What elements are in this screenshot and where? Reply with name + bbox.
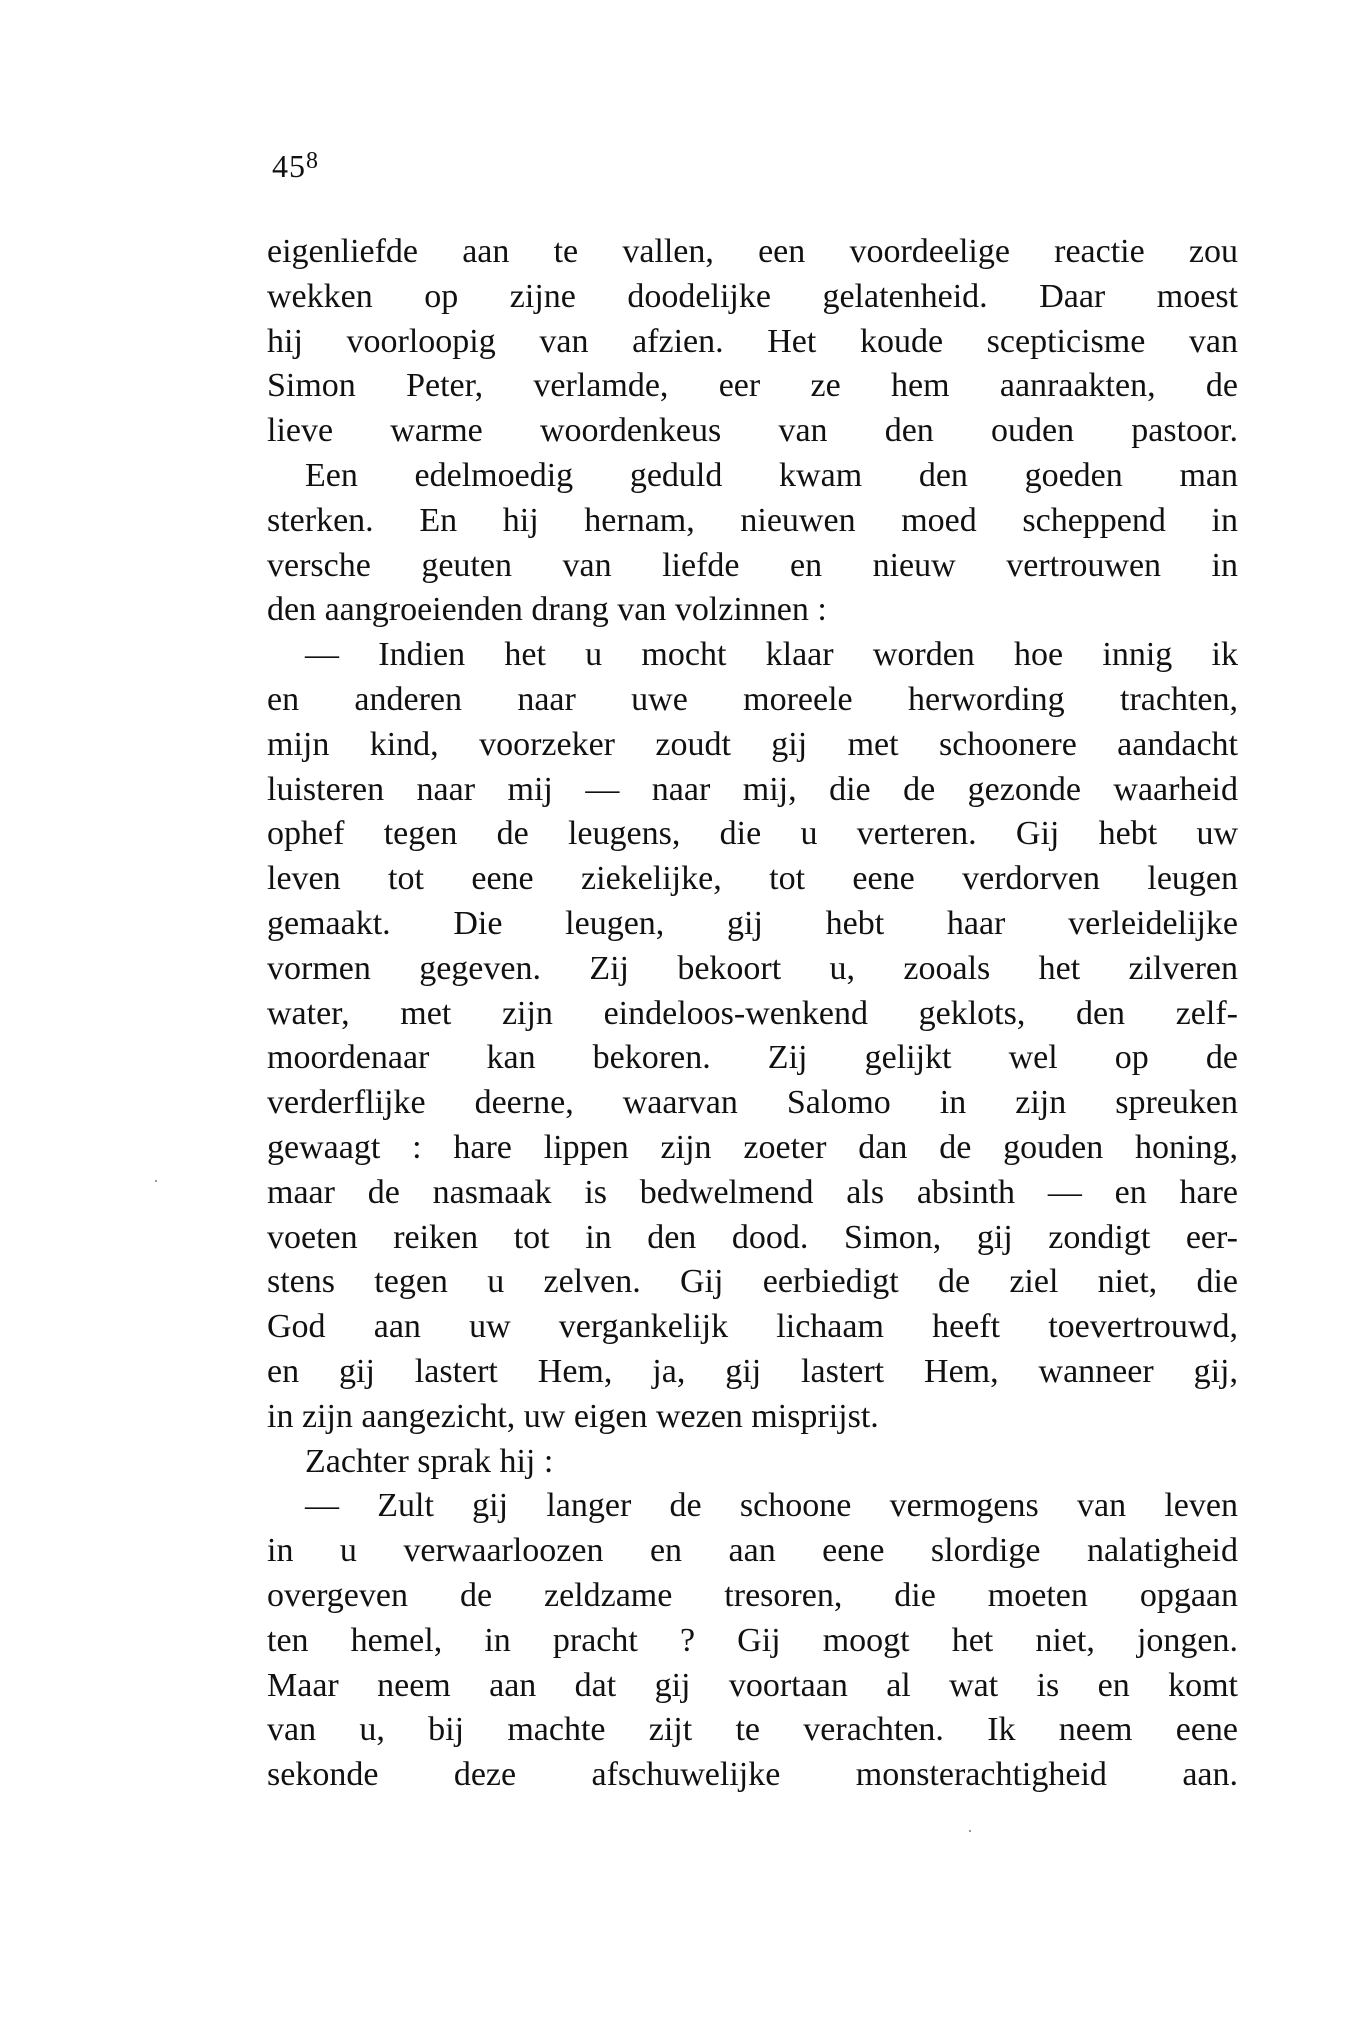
text-line: in zijn aangezicht, uw eigen wezen misprijst. [267,1397,879,1435]
text-line: stens tegen u zelven. Gij eerbiedigt de ziel niet, die [267,1263,1238,1301]
text-line: maar de nasmaak is bedwelmend als absinth — en hare [267,1173,1238,1211]
text-line: verderflijke deerne, waarvan Salomo in zijn spreuken [267,1084,1238,1122]
body-text [267,230,1238,1798]
text-line: ten hemel, in pracht ? Gij moogt het niet, jongen. [267,1621,1238,1659]
text-line: overgeven de zeldzame tresoren, die moeten opgaan [267,1576,1238,1614]
text-line: wekken op zijne doodelijke gelatenheid. Daar moest [267,277,1238,315]
scan-speck [155,1180,157,1182]
text-line: eigenliefde aan te vallen, een voordeelige reactie zou [267,233,1238,270]
text-line: luisteren naar mij — naar mij, die de gezonde waarheid [267,770,1238,808]
text-line: in u verwaarloozen en aan eene slordige nalatigheid [267,1532,1238,1570]
text-line: Simon Peter, verlamde, eer ze hem aanraakten, de [267,367,1238,405]
text-line: vormen gegeven. Zij bekoort u, zooals het zilveren [267,949,1238,987]
text-line: Maar neem aan dat gij voortaan al wat is en komt [267,1666,1238,1704]
text-line: en anderen naar uwe moreele herwording trachten, [267,680,1238,718]
page-number-main: 45 [272,148,306,184]
text-line: mijn kind, voorzeker zoudt gij met schoonere aandacht [267,725,1238,763]
text-line: — Indien het u mocht klaar worden hoe innig ik [305,636,1238,674]
text-line: God aan uw vergankelijk lichaam heeft toevertrouwd, [267,1308,1238,1346]
text-line: en gij lastert Hem, ja, gij lastert Hem, wanneer gij, [267,1352,1238,1390]
text-line: Zachter sprak hij : [305,1442,554,1480]
text-line: water, met zijn eindeloos-wenkend geklots, den zelf- [267,994,1238,1032]
text-line: ophef tegen de leugens, die u verteren. Gij hebt uw [267,815,1238,853]
text-line: sekonde deze afschuwelijke monsterachtigheid aan. [267,1756,1238,1794]
text-line: moordenaar kan bekoren. Zij gelijkt wel op de [267,1039,1238,1077]
text-line: sterken. En hij hernam, nieuwen moed scheppend in [267,501,1238,539]
text-line: versche geuten van liefde en nieuw vertrouwen in [267,546,1238,584]
scan-speck [969,1830,971,1832]
page-number-sup: 8 [306,148,319,174]
text-line: hij voorloopig van afzien. Het koude scepticisme van [267,322,1238,360]
text-line: voeten reiken tot in den dood. Simon, gij zondigt eer- [267,1218,1238,1256]
text-line: gewaagt : hare lippen zijn zoeter dan de gouden honing, [267,1128,1238,1166]
text-line: leven tot eene ziekelijke, tot eene verdorven leugen [267,860,1238,898]
text-line: gemaakt. Die leugen, gij hebt haar verleidelijke [267,904,1238,942]
text-line: van u, bij machte zijt te verachten. Ik neem eene [267,1711,1238,1749]
text-line: den aangroeienden drang van volzinnen : [267,591,827,629]
text-line: Een edelmoedig geduld kwam den goeden man [305,456,1238,494]
text-line: — Zult gij langer de schoone vermogens van leven [305,1487,1238,1525]
text-line: lieve warme woordenkeus van den ouden pastoor. [267,412,1238,450]
page-number [272,148,319,185]
